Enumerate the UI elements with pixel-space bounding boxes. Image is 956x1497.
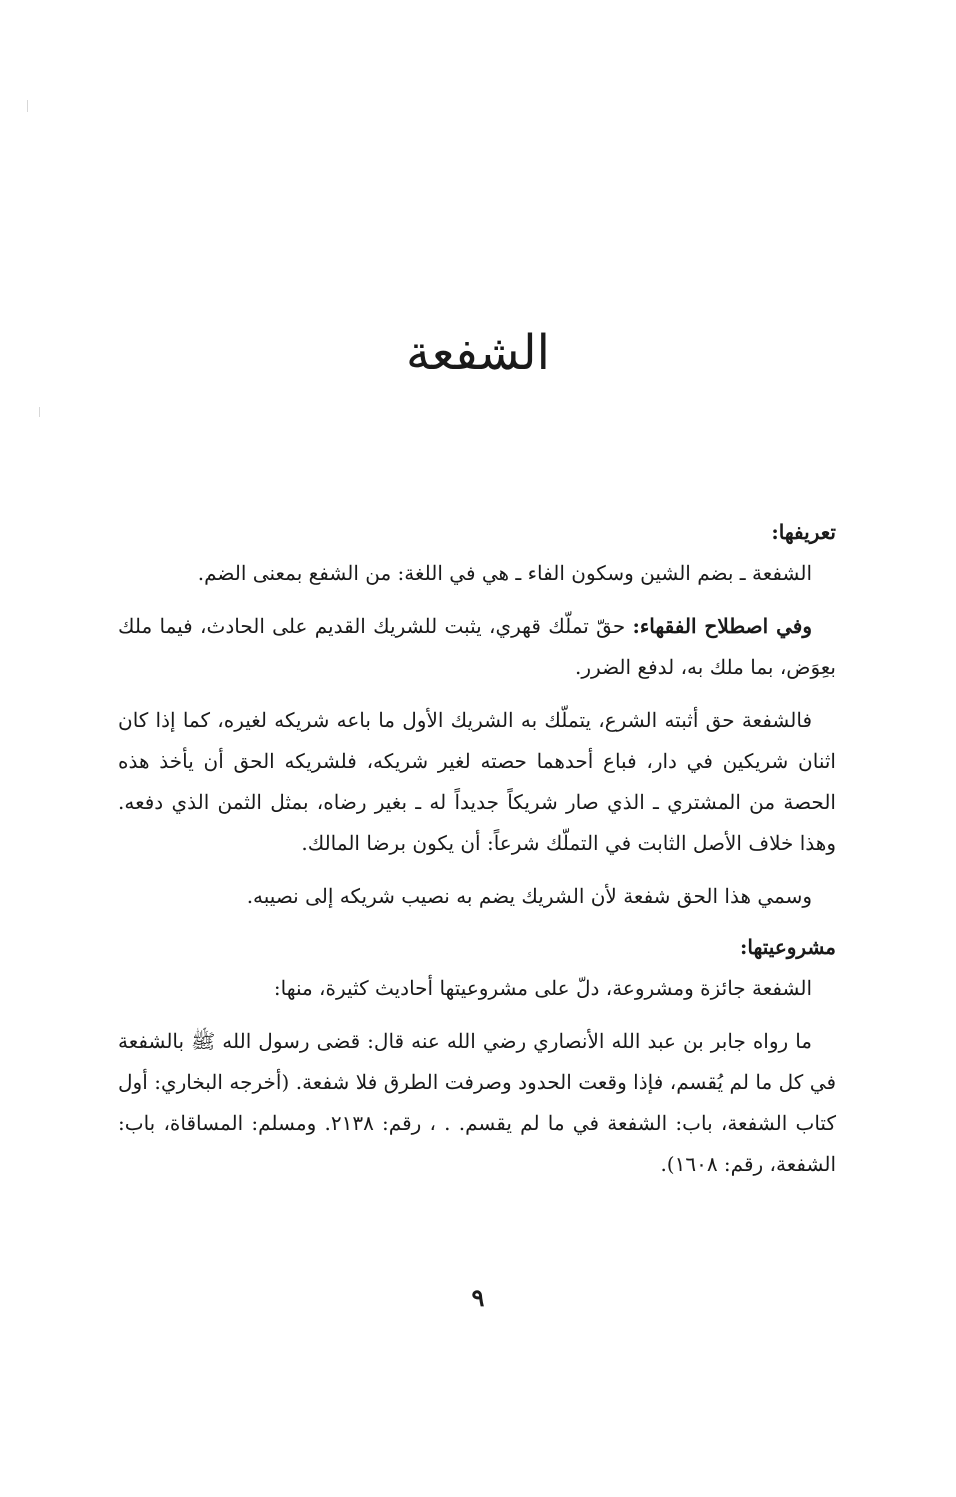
legitimacy-heading: مشروعيتها:	[740, 935, 836, 959]
definition-paragraph: الشفعة ـ بضم الشين وسكون الفاء ـ هي في اللغة: من الشفع بمعنى الضم.	[197, 561, 812, 585]
jurists-label: وفي اصطلاح الفقهاء:	[632, 614, 812, 638]
shufa-paragraph: فالشفعة حق أثبته الشرع، يتملّك به الشريك الأول ما باعه شريكه لغيره، كما إذا كان اثنان شريكين في دار، فباع أحدهما حصته لغير شريكه، فلشريكه الحق أن يأخذ هذه الحصة من المشتري ـ الذي صار شريكاً جديداً له ـ بغير رضاه، بمثل الثمن الذي دفعه. وهذا خلاف الأصل الثابت في التملّك شرعاً: أن يكون برضا المالك.	[118, 708, 836, 855]
document-body	[118, 512, 836, 1185]
jurists-text: حقّ تملّك قهري، يثبت للشريك القديم على الحادث، فيما ملك بعِوَض، بما ملك به، لدفع الضرر.	[118, 614, 836, 679]
hadith-paragraph: ما رواه جابر بن عبد الله الأنصاري رضي الله عنه قال: قضى رسول الله ﷺ بالشفعة في كل ما لم يُقسم، فإذا وقعت الحدود وصرفت الطرق فلا شفعة. (أخرجه البخاري: أول كتاب الشفعة، باب: الشفعة في ما لم يقسم. . ، رقم: ٢١٣٨. ومسلم: المساقاة، باب: الشفعة، رقم: ١٦٠٨).	[118, 1029, 836, 1176]
legitimacy-paragraph: الشفعة جائزة ومشروعة، دلّ على مشروعيتها أحاديث كثيرة، منها:	[273, 976, 812, 1000]
page-title: الشفعة	[406, 325, 550, 381]
definition-heading: تعريفها:	[771, 520, 836, 544]
margin-mark	[27, 100, 28, 112]
jurists-paragraph	[118, 606, 836, 688]
naming-paragraph: وسمي هذا الحق شفعة لأن الشريك يضم به نصيب شريكه إلى نصيبه.	[246, 884, 812, 908]
margin-mark	[39, 407, 40, 417]
page-number: ٩	[471, 1283, 485, 1312]
